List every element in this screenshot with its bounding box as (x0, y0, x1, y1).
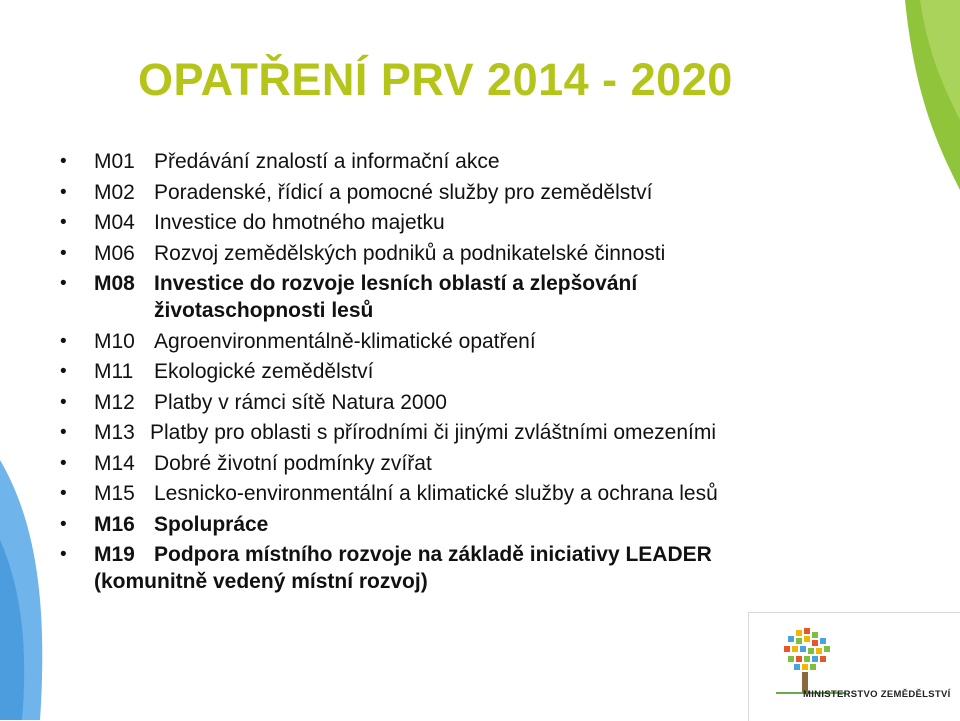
slide-title: OPATŘENÍ PRV 2014 - 2020 (138, 54, 733, 105)
bullet: • (60, 361, 67, 382)
measure-text: Agroenvironmentálně-klimatické opatření (154, 329, 536, 353)
measure-code: M10 (94, 329, 135, 353)
blue-left-shape (0, 460, 42, 720)
list-item-m14 (60, 450, 880, 477)
list-item-m13 (60, 419, 880, 446)
list-item-m16 (60, 511, 880, 538)
logo-text: MINISTERSTVO ZEMĚDĚLSTVÍ (803, 689, 951, 700)
bullet: • (60, 452, 67, 474)
measure-text: Rozvoj zemědělských podniků a podnikatelské činnosti (154, 241, 666, 265)
list-item-m04 (60, 209, 880, 236)
bullet: • (60, 422, 67, 443)
list-item-m01 (60, 148, 880, 175)
measure-code: M06 (94, 241, 135, 265)
measure-code: M11 (94, 360, 134, 383)
list-item-m12 (60, 389, 880, 416)
measure-code: M14 (94, 451, 135, 475)
measures-list (60, 148, 880, 599)
measure-code: M08 (94, 272, 135, 295)
measure-code: M12 (94, 390, 135, 414)
measure-code: M16 (94, 512, 135, 536)
measure-text: Ekologické zemědělství (154, 360, 374, 383)
measure-text: Poradenské, řídicí a pomocné služby pro zemědělství (154, 180, 653, 204)
measure-text: Platby v rámci sítě Natura 2000 (154, 390, 447, 414)
bullet: • (60, 151, 67, 172)
measure-code: M13 (94, 421, 135, 444)
bullet: • (60, 242, 67, 264)
measure-text: Lesnicko-environmentální a klimatické služby a ochrana lesů (154, 482, 718, 505)
measure-text: Spolupráce (154, 512, 269, 536)
list-item-m10 (60, 328, 880, 355)
list-item-m08 (60, 270, 880, 324)
measure-text: Podpora místního rozvoje na základě iniciativy LEADER (154, 543, 712, 566)
list-item-m11 (60, 358, 880, 385)
measure-text: Předávání znalostí a informační akce (154, 150, 500, 173)
list-item-m06 (60, 240, 880, 267)
bullet: • (60, 330, 67, 352)
list-item-m15 (60, 480, 880, 507)
ministry-logo (748, 612, 960, 720)
blue-left-shape-dark (0, 540, 24, 720)
measure-code: M19 (94, 543, 135, 566)
bullet: • (60, 212, 67, 233)
bullet: • (60, 391, 67, 413)
measure-text: Investice do rozvoje lesních oblastí a zlepšování životaschopnosti lesů (154, 272, 638, 322)
bullet: • (60, 273, 67, 294)
measure-text: Platby pro oblasti s přírodními či jinými zvláštními omezeními (150, 421, 717, 444)
list-item-m19 (60, 541, 880, 595)
measure-code: M04 (94, 211, 135, 234)
measure-text-continuation: (komunitně vedený místní rozvoj) (94, 570, 428, 593)
green-corner-shape (905, 0, 960, 190)
list-item-m02 (60, 179, 880, 206)
bullet: • (60, 544, 67, 565)
measure-code: M01 (94, 150, 135, 173)
tree-logo-icon (766, 626, 856, 698)
measure-text: Dobré životní podmínky zvířat (154, 451, 432, 475)
bullet: • (60, 513, 67, 535)
bullet: • (60, 181, 67, 203)
measure-text: Investice do hmotného majetku (154, 211, 445, 234)
bullet: • (60, 483, 67, 504)
green-corner-shape-light (920, 0, 960, 120)
measure-code: M15 (94, 482, 135, 505)
measure-code: M02 (94, 180, 135, 204)
